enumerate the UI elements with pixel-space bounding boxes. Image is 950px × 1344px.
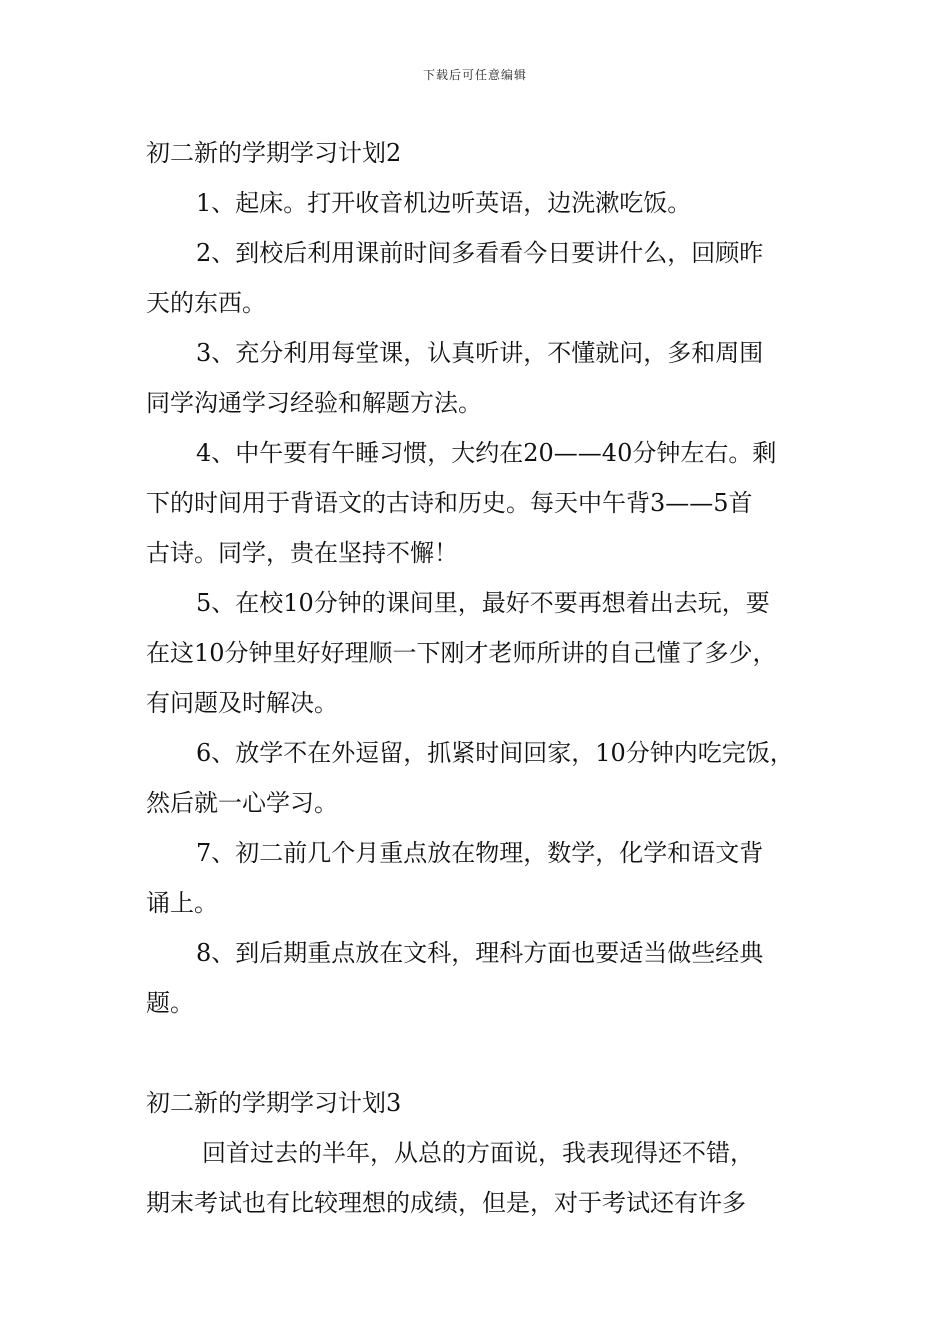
- paragraph: [146, 1128, 816, 1228]
- paragraph-line: 在这10分钟里好好理顺一下刚才老师所讲的自己懂了多少，: [146, 639, 777, 667]
- paragraph-line: 诵上。: [146, 889, 218, 917]
- paragraph-line: 3、充分利用每堂课，认真听讲，不懂就问，多和周围: [196, 339, 764, 367]
- section-title-2: 初二新的学期学习计划2: [146, 139, 402, 167]
- header-note: 下载后可任意编辑: [422, 68, 527, 82]
- paragraph: [146, 578, 816, 728]
- paragraph-line: 天的东西。: [146, 289, 266, 317]
- paragraph-line: 6、放学不在外逗留，抓紧时间回家，10分钟内吃完饭，: [196, 739, 794, 767]
- paragraph-line: 题。: [146, 989, 194, 1017]
- paragraph-line: 回首过去的半年，从总的方面说，我表现得还不错，: [202, 1139, 754, 1167]
- paragraph-line: 8、到后期重点放在文科，理科方面也要适当做些经典: [196, 939, 764, 967]
- paragraph-line: 5、在校10分钟的课间里，最好不要再想着出去玩，要: [196, 589, 770, 617]
- paragraph: [146, 178, 816, 228]
- section-title-3: 初二新的学期学习计划3: [146, 1089, 402, 1117]
- section-3-items: [146, 1128, 816, 1228]
- paragraph-line: 期末考试也有比较理想的成绩，但是，对于考试还有许多: [146, 1189, 746, 1217]
- paragraph-line: 2、到校后利用课前时间多看看今日要讲什么，回顾昨: [196, 239, 764, 267]
- paragraph: [146, 328, 816, 428]
- paragraph: [146, 928, 816, 1028]
- paragraph-line: 同学沟通学习经验和解题方法。: [146, 389, 482, 417]
- paragraph: [146, 728, 816, 828]
- paragraph-line: 4、中午要有午睡习惯，大约在20——40分钟左右。剩: [196, 439, 777, 467]
- paragraph-line: 有问题及时解决。: [146, 689, 338, 717]
- document-body: [146, 128, 816, 1228]
- paragraph-line: 然后就一心学习。: [146, 789, 338, 817]
- paragraph-line: 1、起床。打开收音机边听英语，边洗漱吃饭。: [196, 189, 692, 217]
- paragraph: [146, 228, 816, 328]
- section-gap: [146, 1028, 816, 1078]
- section-2-items: [146, 178, 816, 1028]
- paragraph: [146, 828, 816, 928]
- paragraph-line: 古诗。同学，贵在坚持不懈！: [146, 539, 458, 567]
- paragraph-line: 下的时间用于背语文的古诗和历史。每天中午背3——5首: [146, 489, 753, 517]
- paragraph: [146, 428, 816, 578]
- paragraph-line: 7、初二前几个月重点放在物理，数学，化学和语文背: [196, 839, 764, 867]
